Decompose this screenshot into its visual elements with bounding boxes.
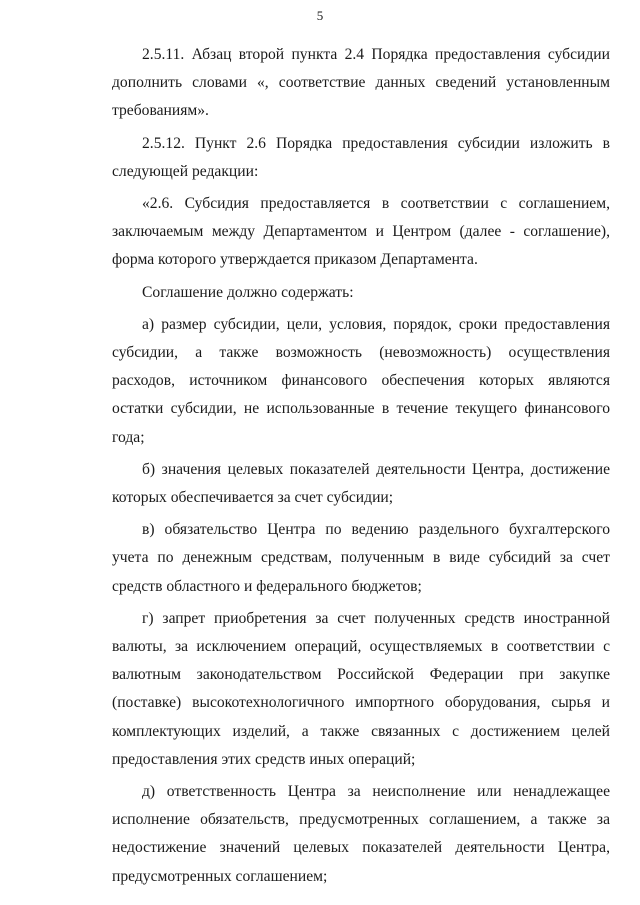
paragraph-item-g: г) запрет приобретения за счет полученных средств иностранной валюты, за исключением операций, осуществляемых в соответствии с валютным законодательством Российской Федерации при закупке (поставке) высокотехнологичного импортного оборудования, сырья и комплектующих изделий, а также связанных с достижением целей предоставления этих средств иных операций; xyxy=(112,609,610,768)
paragraph-2-6: «2.6. Субсидия предоставляется в соответствии с соглашением, заключаемым между Департаментом и Центром (далее - соглашение), форма которого утверждается приказом Департамента. xyxy=(112,195,610,269)
document-body xyxy=(112,41,610,891)
paragraph-item-d: д) ответственность Центра за неисполнение или ненадлежащее исполнение обязательств, предусмотренных соглашением, а также за недостижение значений целевых показателей деятельности Центра, предусмотренных соглашением; xyxy=(112,783,610,885)
paragraph-2-5-11: 2.5.11. Абзац второй пункта 2.4 Порядка предоставления субсидии дополнить словами «, соответствие данных сведений установленным требованиям». xyxy=(112,46,610,120)
paragraph-agreement-intro: Соглашение должно содержать: xyxy=(142,283,354,301)
paragraph-item-b: б) значения целевых показателей деятельности Центра, достижение которых обеспечивается за счет субсидии; xyxy=(112,460,610,507)
paragraph-2-5-12: 2.5.12. Пункт 2.6 Порядка предоставления субсидии изложить в следующей редакции: xyxy=(112,134,610,180)
paragraph-item-v: в) обязательство Центра по ведению раздельного бухгалтерского учета по денежным средствам, полученным в виде субсидий за счет средств областного и федерального бюджетов; xyxy=(112,521,610,595)
paragraph-item-a: а) размер субсидии, цели, условия, порядок, сроки предоставления субсидии, а также возможность (невозможность) осуществления расходов, источником финансового обеспечения которых являются остатки субсидии, не использованные в течение текущего финансового года; xyxy=(112,315,610,446)
page-number: 5 xyxy=(316,8,324,23)
